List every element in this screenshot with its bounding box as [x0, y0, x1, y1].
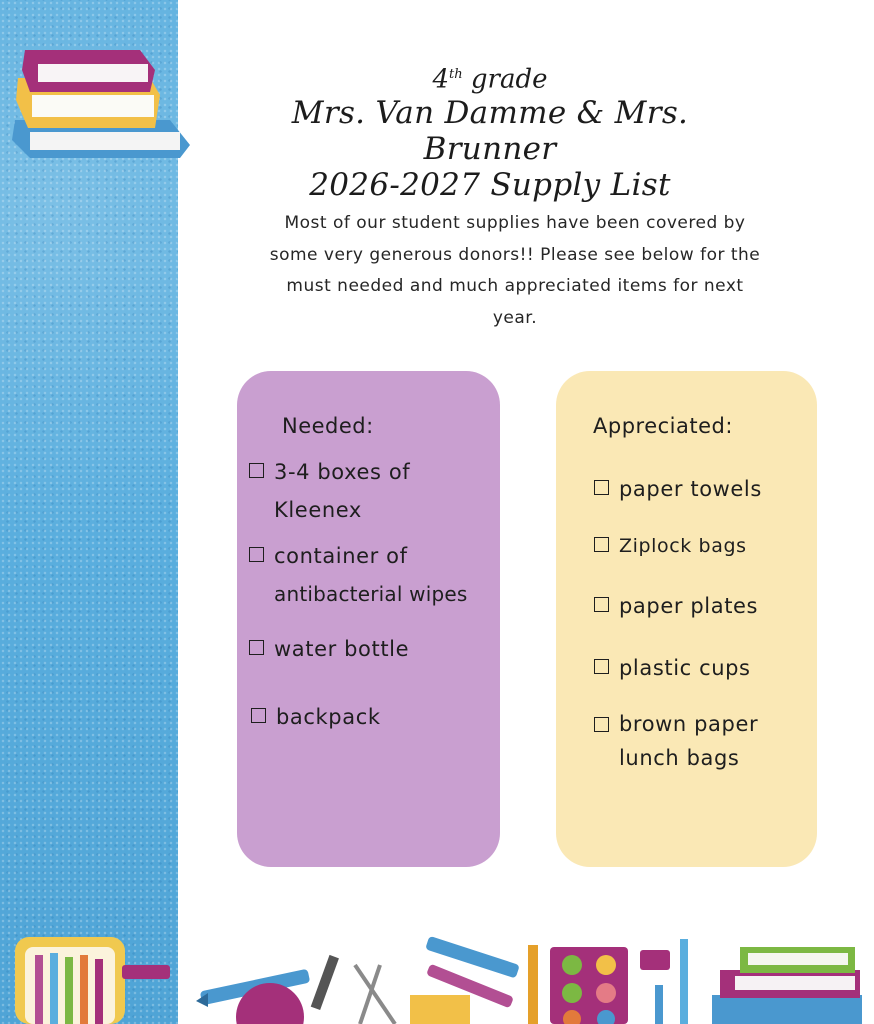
- appreciated-item: Ziplock bags: [594, 527, 809, 565]
- checkbox[interactable]: [594, 537, 609, 552]
- checkbox[interactable]: [594, 659, 609, 674]
- needed-item: 3-4 boxes of Kleenex: [249, 453, 494, 529]
- book-stack-icon: [712, 947, 862, 1024]
- appreciated-item: plastic cups: [594, 649, 809, 687]
- pencil-case-icon: [15, 937, 125, 1024]
- book-stack-icon: [10, 40, 195, 170]
- checkbox[interactable]: [594, 717, 609, 732]
- intro-line: year.: [492, 307, 538, 328]
- intro-line: some very generous donors!! Please see below for the: [269, 244, 761, 265]
- intro-line: Most of our student supplies have been covered by: [284, 213, 746, 233]
- needed-card: [237, 371, 500, 867]
- paint-palette-icon: [550, 947, 628, 1024]
- grade-heading: 4th grade: [432, 64, 548, 95]
- appreciated-heading: Appreciated:: [593, 414, 733, 438]
- checkbox[interactable]: [594, 480, 609, 495]
- intro-line: must needed and much appreciated items for next: [286, 276, 744, 296]
- checkbox[interactable]: [249, 463, 264, 478]
- intro-paragraph: [255, 208, 775, 334]
- checkbox[interactable]: [249, 640, 264, 655]
- appreciated-item: paper plates: [594, 587, 809, 625]
- needed-item: water bottle: [249, 630, 494, 668]
- checkbox[interactable]: [251, 708, 266, 723]
- title-block: [230, 60, 750, 203]
- checkbox[interactable]: [249, 547, 264, 562]
- needed-item: container of antibacterial wipes: [249, 537, 499, 613]
- appreciated-card: [556, 371, 817, 867]
- teachers-heading: Mrs. Van Damme & Mrs. Brunner: [291, 94, 689, 167]
- school-supplies-icon: [0, 925, 874, 1024]
- appreciated-item: paper towels: [594, 470, 809, 508]
- checkbox[interactable]: [594, 597, 609, 612]
- needed-heading: Needed:: [282, 414, 374, 438]
- appreciated-item: brown paper lunch bags: [594, 707, 809, 775]
- needed-item: backpack: [251, 698, 496, 736]
- list-title: 2026-2027 Supply List: [309, 166, 671, 203]
